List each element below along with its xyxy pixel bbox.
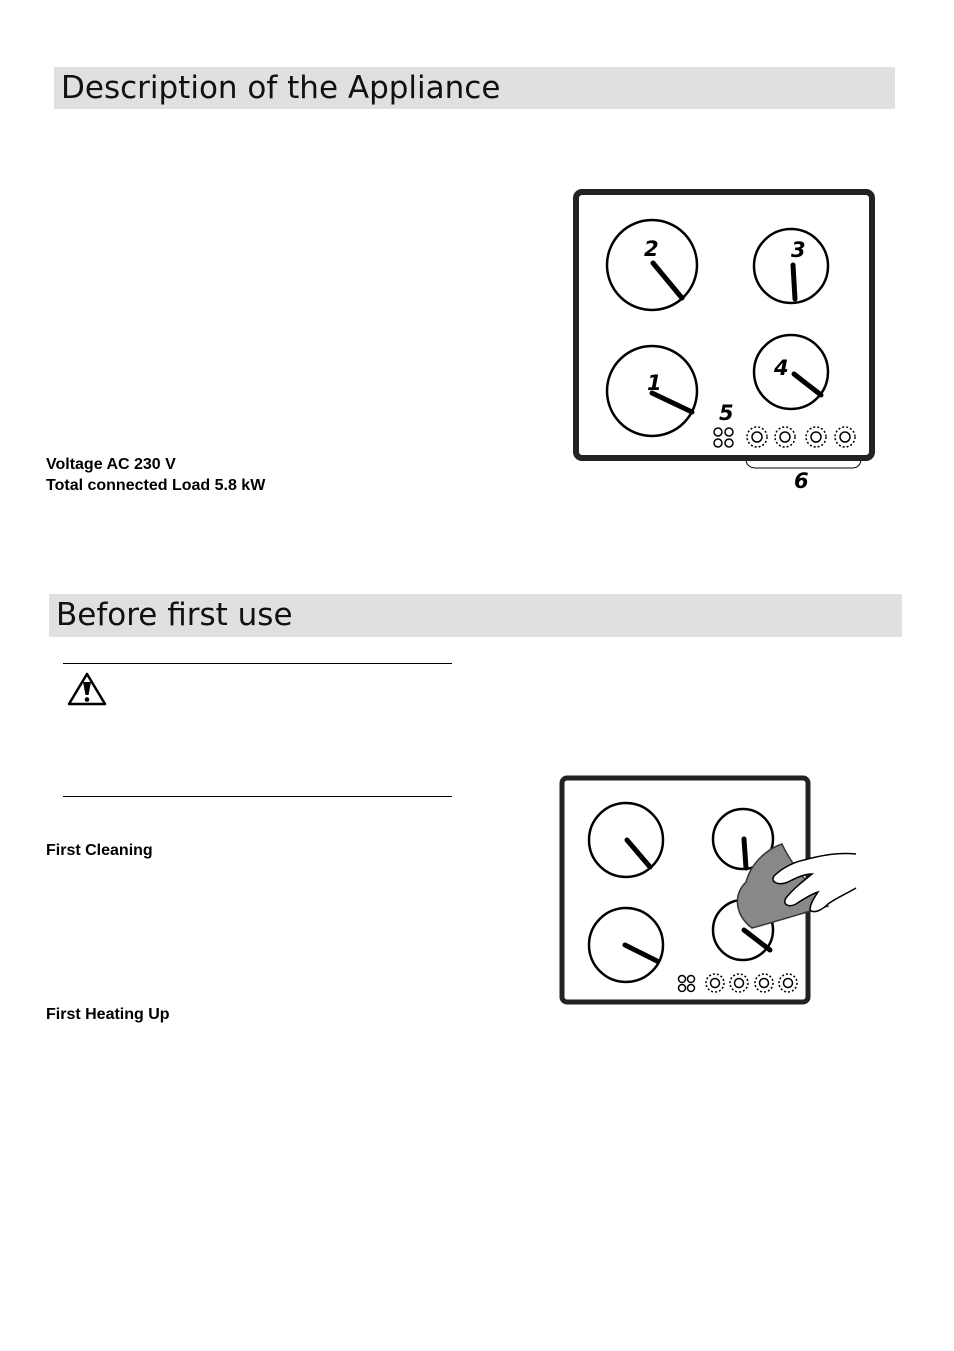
label-4: 4 [774,356,789,380]
electrical-specs [46,454,265,496]
warning-bottom-rule [63,796,452,797]
label-5: 5 [719,401,734,425]
load-spec: Total connected Load 5.8 kW [46,477,266,494]
heading-first-heating-up: First Heating Up [46,1006,170,1023]
label-1: 1 [647,371,662,395]
section-title-before-first-use: Before first use [49,594,902,637]
heading-first-cleaning: First Cleaning [46,842,153,859]
hob-cleaning-illustration [556,770,862,1010]
warning-top-rule [63,663,452,664]
section-title-description: Description of the Appliance [54,67,895,109]
hob-diagram [570,185,880,495]
warning-triangle-icon [66,671,108,707]
label-2: 2 [644,237,659,261]
voltage-spec: Voltage AC 230 V [46,456,176,473]
label-3: 3 [791,238,806,262]
label-6: 6 [794,469,809,493]
